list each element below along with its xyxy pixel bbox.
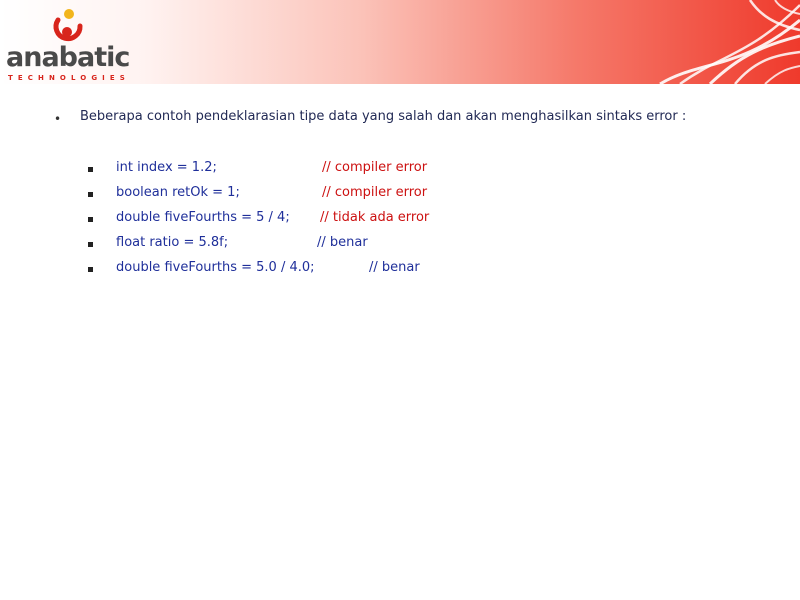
square-bullet-icon bbox=[88, 242, 93, 247]
code-text: int index = 1.2; bbox=[116, 160, 217, 175]
code-text: double fiveFourths = 5 / 4; bbox=[116, 210, 290, 225]
code-example-row bbox=[0, 185, 800, 205]
code-comment: // compiler error bbox=[322, 185, 428, 200]
intro-text: Beberapa contoh pendeklarasian tipe data yang salah dan akan menghasilkan sintaks error : bbox=[80, 109, 687, 124]
square-bullet-icon bbox=[88, 217, 93, 222]
intro-bullet: • bbox=[54, 112, 62, 126]
code-text: double fiveFourths = 5.0 / 4.0; bbox=[116, 260, 315, 275]
code-text: boolean retOk = 1; bbox=[116, 185, 240, 200]
code-comment: // benar bbox=[317, 235, 368, 250]
header-banner bbox=[0, 0, 800, 84]
code-comment: // compiler error bbox=[322, 160, 428, 175]
square-bullet-icon bbox=[88, 192, 93, 197]
code-example-row bbox=[0, 235, 800, 255]
code-comment: // benar bbox=[369, 260, 420, 275]
logo-wordmark: anabatic bbox=[6, 42, 130, 73]
decorative-waves bbox=[640, 0, 800, 84]
company-logo bbox=[6, 8, 130, 82]
code-text: float ratio = 5.8f; bbox=[116, 235, 229, 250]
square-bullet-icon bbox=[88, 267, 93, 272]
code-example-row bbox=[0, 210, 800, 230]
code-comment: // tidak ada error bbox=[320, 210, 430, 225]
code-example-row bbox=[0, 260, 800, 280]
logo-subtitle: TECHNOLOGIES bbox=[8, 74, 130, 82]
code-example-row bbox=[0, 160, 800, 180]
square-bullet-icon bbox=[88, 167, 93, 172]
